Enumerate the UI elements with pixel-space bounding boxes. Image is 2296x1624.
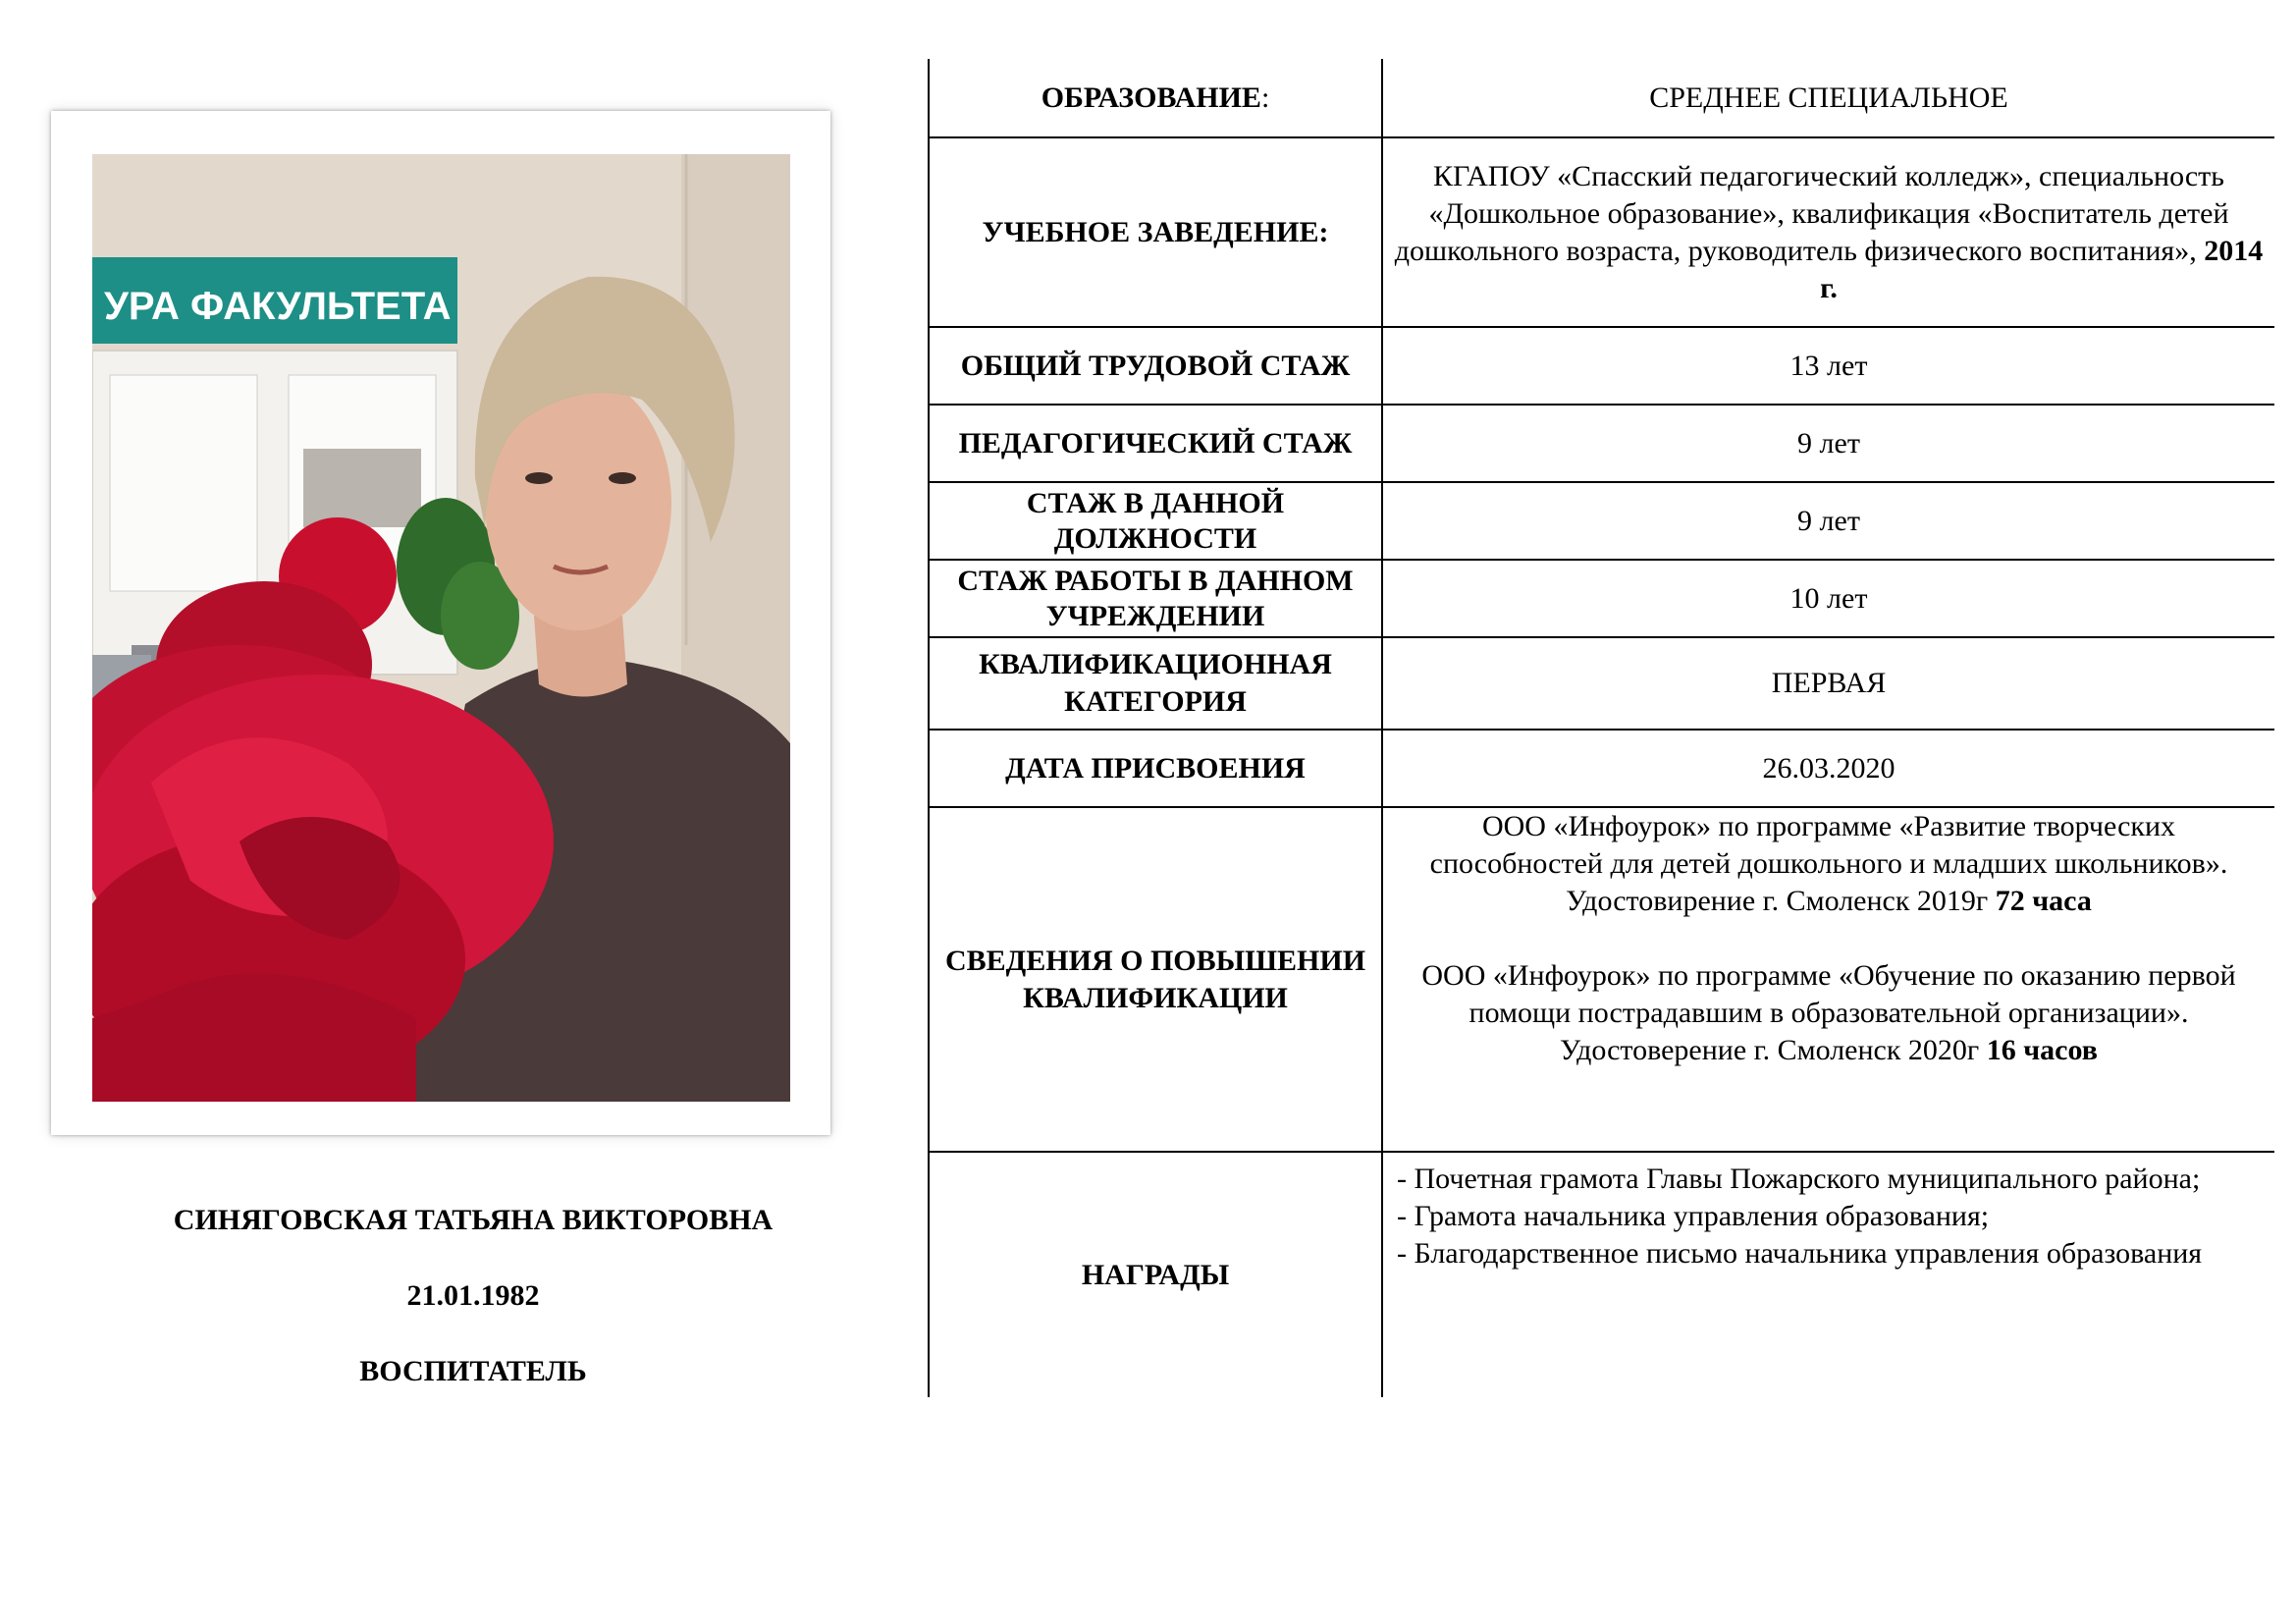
award-item: - Благодарственное письмо начальника управления образования xyxy=(1397,1237,2203,1270)
qualification-value xyxy=(1382,807,2274,1152)
awards-value xyxy=(1382,1152,2274,1397)
institution-label: УЧЕБНОЕ ЗАВЕДЕНИЕ: xyxy=(929,137,1382,327)
total-experience-label: ОБЩИЙ ТРУДОВОЙ СТАЖ xyxy=(929,327,1382,405)
course-item: ООО «Инфоурок» по программе «Обучение по оказанию первой помощи пострадавшим в образовательной организации». Удостоверение г. Смоленск 2020г 16 часов xyxy=(1421,959,2236,1066)
table-row-teaching-experience xyxy=(929,405,2274,482)
table-row-category xyxy=(929,637,2274,730)
position-title: ВОСПИТАТЕЛЬ xyxy=(359,1355,587,1387)
position-experience-label: СТАЖ В ДАННОЙ ДОЛЖНОСТИ xyxy=(929,482,1382,560)
table-row-assignment-date xyxy=(929,730,2274,807)
table-row-position-experience xyxy=(929,482,2274,560)
table-row-institution-experience xyxy=(929,560,2274,637)
award-item: - Почетная грамота Главы Пожарского муниципального района; xyxy=(1397,1163,2201,1195)
table-row-total-experience xyxy=(929,327,2274,405)
education-label: ОБРАЗОВАНИЕ: xyxy=(929,59,1382,137)
category-value: ПЕРВАЯ xyxy=(1382,637,2274,730)
info-table xyxy=(928,59,2274,1397)
table-row-education xyxy=(929,59,2274,137)
photo-frame xyxy=(51,111,830,1135)
position-experience-value: 9 лет xyxy=(1382,482,2274,560)
qualification-label: СВЕДЕНИЯ О ПОВЫШЕНИИ КВАЛИФИКАЦИИ xyxy=(929,807,1382,1152)
total-experience-value: 13 лет xyxy=(1382,327,2274,405)
portrait-illustration xyxy=(92,154,790,1102)
course-item: ООО «Инфоурок» по программе «Развитие творческих способностей для детей дошкольного и младших школьников». Удостовирение г. Смоленск 2019г 72 часа xyxy=(1429,810,2228,917)
teaching-experience-label: ПЕДАГОГИЧЕСКИЙ СТАЖ xyxy=(929,405,1382,482)
assignment-date-value: 26.03.2020 xyxy=(1382,730,2274,807)
table-row-institution xyxy=(929,137,2274,327)
birth-date: 21.01.1982 xyxy=(406,1279,540,1312)
table-row-awards xyxy=(929,1152,2274,1397)
institution-value: КГАПОУ «Спасский педагогический колледж», специальность «Дошкольное образование», квалификация «Воспитатель детей дошкольного возраста, руководитель физического воспитания», 2014 г. xyxy=(1382,137,2274,327)
institution-experience-label: СТАЖ РАБОТЫ В ДАННОМ УЧРЕЖДЕНИИ xyxy=(929,560,1382,637)
wall-sign-text: УРА ФАКУЛЬТЕТА xyxy=(104,285,452,328)
person-name: СИНЯГОВСКАЯ ТАТЬЯНА ВИКТОРОВНА xyxy=(173,1204,774,1236)
portrait-photo xyxy=(92,154,790,1102)
teaching-experience-value: 9 лет xyxy=(1382,405,2274,482)
assignment-date-label: ДАТА ПРИСВОЕНИЯ xyxy=(929,730,1382,807)
institution-experience-value: 10 лет xyxy=(1382,560,2274,637)
awards-label: НАГРАДЫ xyxy=(929,1152,1382,1397)
table-row-qualification xyxy=(929,807,2274,1152)
award-item: - Грамота начальника управления образования; xyxy=(1397,1200,1990,1232)
graduation-year: 2014 г. xyxy=(1820,234,2264,304)
education-value: СРЕДНЕЕ СПЕЦИАЛЬНОЕ xyxy=(1382,59,2274,137)
category-label: КВАЛИФИКАЦИОННАЯ КАТЕГОРИЯ xyxy=(929,637,1382,730)
